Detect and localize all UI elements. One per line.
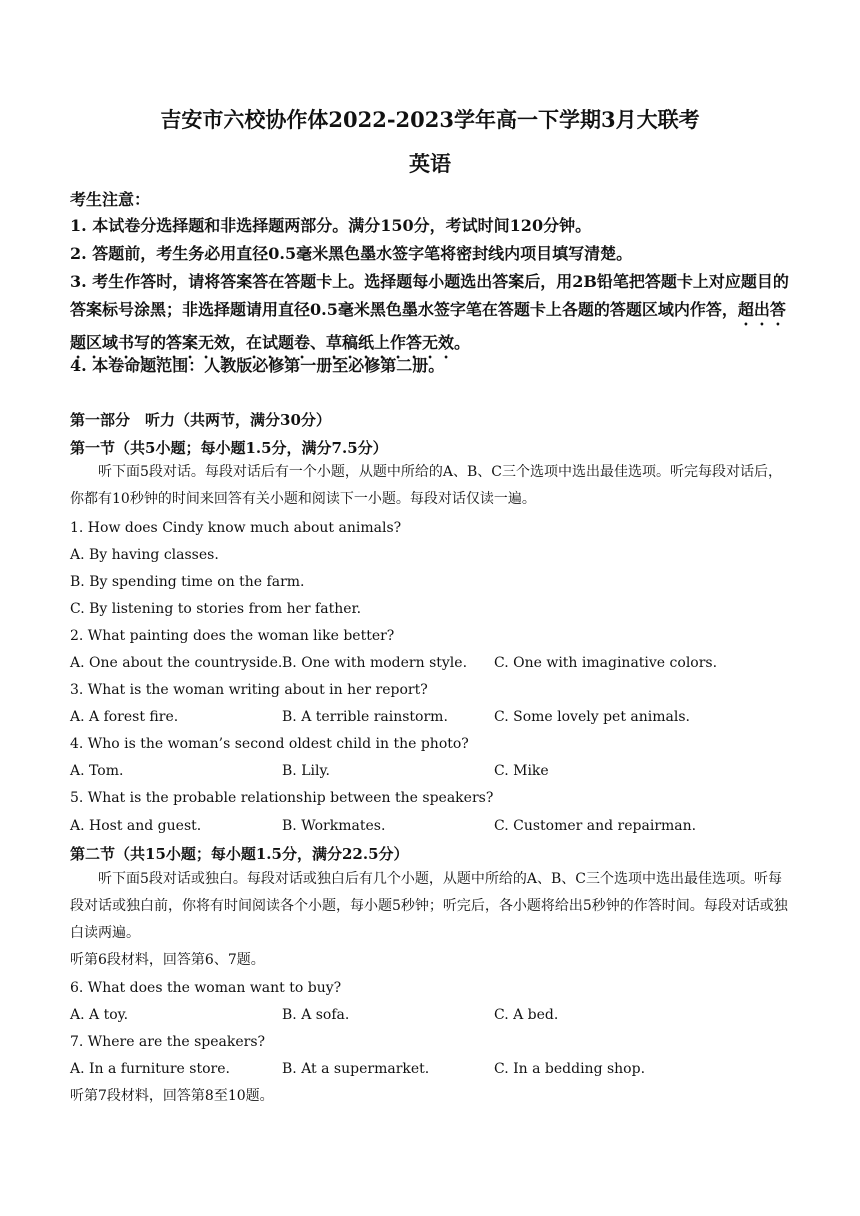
question-2-option-b: B. One with modern style.	[282, 655, 468, 671]
exam-title: 吉安市六校协作体2022-2023学年高一下学期3月大联考	[160, 107, 700, 132]
notice-item-3-end: 。	[454, 333, 471, 352]
question-6-option-b: B. A sofa.	[282, 1007, 350, 1023]
question-7-option-b: B. At a supermarket.	[282, 1061, 430, 1077]
question-4-option-c: C. Mike	[494, 763, 549, 779]
question-3-option-c: C. Some lovely pet animals.	[494, 709, 690, 725]
exam-subject: 英语	[409, 151, 451, 176]
question-4-option-a: A. Tom.	[70, 763, 124, 779]
question-7-option-a: A. In a furniture store.	[70, 1061, 230, 1077]
notice-item-2: 2. 答题前，考生务必用直径0.5毫米黑色墨水签字笔将密封线内项目填写清楚。	[70, 244, 633, 263]
question-6-option-a: A. A toy.	[70, 1007, 129, 1023]
question-4-option-b: B. Lily.	[282, 763, 330, 779]
notice-heading: 考生注意：	[70, 190, 151, 209]
notice-item-1: 1. 本试卷分选择题和非选择题两部分。满分150分，考试时间120分钟。	[70, 216, 592, 235]
notice-item-3-emphasis-1: 超出答题区域书写的答案无效	[70, 300, 786, 352]
question-7-stem: 7. Where are the speakers?	[70, 1034, 266, 1050]
question-5-option-c: C. Customer and repairman.	[494, 818, 697, 834]
section2-instructions: 听下面5段对话或独白。每段对话或独白后有几个小题，从题中所给的A、B、C三个选项中选出最佳选项。听每段对话或独白前，你将有时间阅读各个小题，每小题5秒钟；听完后，各小题将给出5秒钟的作答时间。每段对话或独白读两遍。	[70, 871, 788, 941]
notice-item-4: 4. 本卷命题范围：人教版必修第一册至必修第二册。	[70, 356, 445, 375]
question-1-option-b: B. By spending time on the farm.	[70, 574, 305, 590]
section1-heading: 第一节（共5小题；每小题1.5分，满分7.5分）	[70, 439, 388, 457]
notice-item-3-comma: ，	[230, 333, 247, 352]
question-6-option-c: C. A bed.	[494, 1007, 559, 1023]
notice-item-3-emphasis-2: 在试题卷、草稿纸上作答无效	[246, 333, 455, 352]
notice-item-3-text: 3. 考生作答时，请将答案答在答题卡上。选择题每小题选出答案后，用2B铅笔把答题卡上对应题目的答案标号涂黑；非选择题请用直径0.5毫米黑色墨水签字笔在答题卡上各题的答题区域内作答，	[70, 272, 789, 319]
question-5-stem: 5. What is the probable relationship between the speakers?	[70, 790, 494, 806]
section2-heading: 第二节（共15小题；每小题1.5分，满分22.5分）	[70, 845, 409, 863]
notice-item-3	[70, 268, 794, 362]
question-3-option-a: A. A forest fire.	[70, 709, 179, 725]
question-5-option-b: B. Workmates.	[282, 818, 386, 834]
question-5-option-a: A. Host and guest.	[70, 818, 202, 834]
question-1-option-a: A. By having classes.	[70, 547, 219, 563]
question-1-stem: 1. How does Cindy know much about animals?	[70, 520, 402, 536]
question-1-option-c: C. By listening to stories from her father.	[70, 601, 362, 617]
section1-instructions: 听下面5段对话。每段对话后有一个小题，从题中所给的A、B、C三个选项中选出最佳选项。听完每段对话后，你都有10秒钟的时间来回答有关小题和阅读下一小题。每段对话仅读一遍。	[70, 464, 783, 507]
question-7-option-c: C. In a bedding shop.	[494, 1061, 646, 1077]
question-2-option-a: A. One about the countryside.	[70, 655, 283, 671]
question-3-stem: 3. What is the woman writing about in her report?	[70, 682, 428, 698]
question-6-stem: 6. What does the woman want to buy?	[70, 980, 342, 996]
question-2-option-c: C. One with imaginative colors.	[494, 655, 718, 671]
question-3-option-b: B. A terrible rainstorm.	[282, 709, 448, 725]
material-6-note: 听第6段材料，回答第6、7题。	[70, 952, 265, 968]
material-7-note: 听第7段材料，回答第8至10题。	[70, 1088, 274, 1104]
question-2-stem: 2. What painting does the woman like better?	[70, 628, 395, 644]
part1-heading: 第一部分 听力（共两节，满分30分）	[70, 411, 331, 429]
question-4-stem: 4. Who is the woman’s second oldest child in the photo?	[70, 736, 469, 752]
